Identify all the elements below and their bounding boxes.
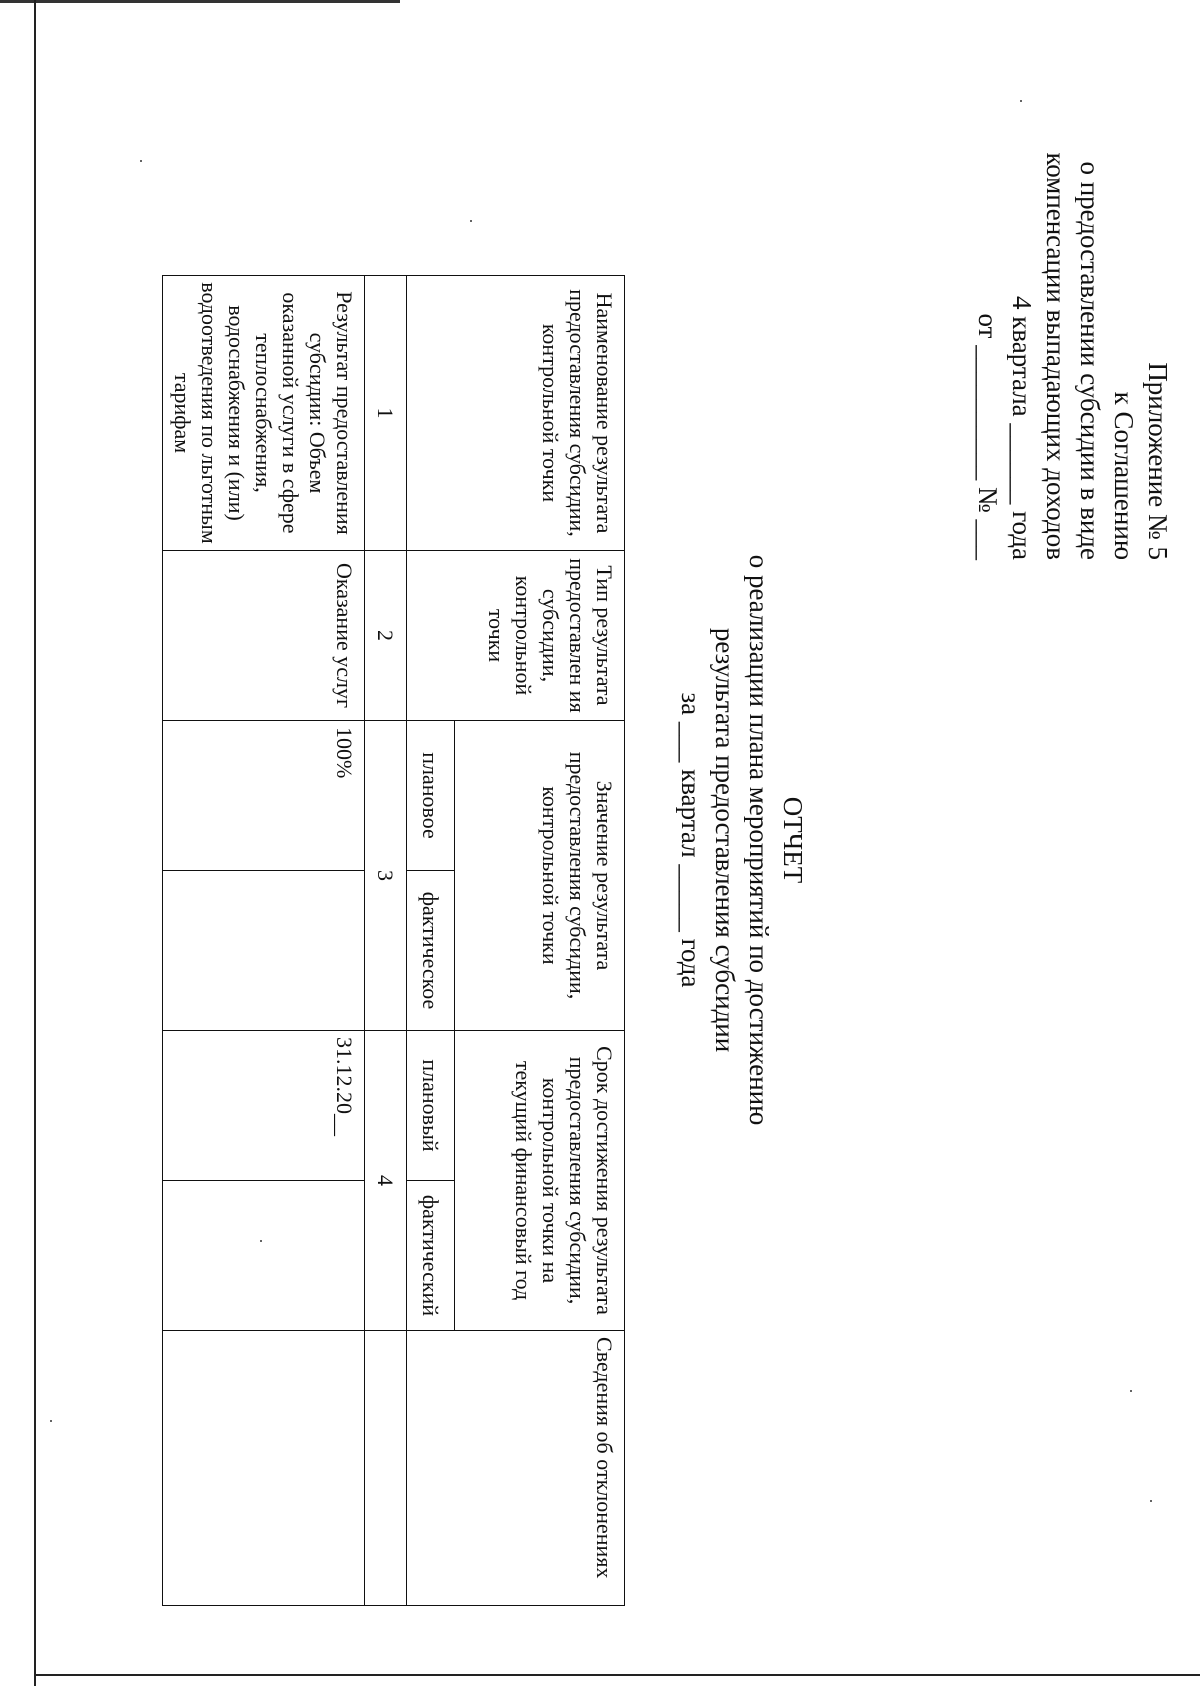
row-result-type: Оказание услуг <box>163 551 365 721</box>
report-title: ОТЧЕТ <box>778 796 808 884</box>
report-subtitle-line: результата предоставления субсидии <box>710 627 740 1053</box>
appendix-line: от __________ № ___ <box>973 313 1003 560</box>
report-period: за ___ квартал _____ года <box>676 692 706 988</box>
row-value-actual <box>163 871 365 1031</box>
scan-border-bottom <box>34 1674 1200 1676</box>
row-result-name: Результат предоставления субсидии: Объем оказанной услуги в сфере теплоснабжения, водоснабжения и (или) водоотведения по льготным тарифам <box>163 276 365 551</box>
column-number-4: 4 <box>365 1031 407 1331</box>
report-subtitle-line: о реализации плана мероприятий по достижению <box>744 554 774 1126</box>
subheader-value-planned: плановое <box>407 721 455 871</box>
header-value: Значение результата предоставления субсидии, контрольной точки <box>455 721 625 1031</box>
column-number-empty <box>365 1331 407 1606</box>
column-number-2: 2 <box>365 551 407 721</box>
column-number-1: 1 <box>365 276 407 551</box>
appendix-line: 4 квартала ______ года <box>1007 295 1037 560</box>
appendix-line: Приложение № 5 <box>1143 362 1173 560</box>
header-result-type: Тип результата предоставлен ия субсидии, контрольной точки <box>407 551 625 721</box>
report-table <box>162 275 625 1606</box>
appendix-line: о предоставлении субсидии в виде <box>1075 161 1105 560</box>
header-result-name: Наименование результата предоставления субсидии, контрольной точки <box>407 276 625 551</box>
rotated-page <box>30 10 1173 1660</box>
subheader-deadline-actual: фактический <box>407 1181 455 1331</box>
appendix-block <box>971 110 1175 560</box>
row-value-planned: 100% <box>163 721 365 871</box>
subheader-deadline-planned: плановый <box>407 1031 455 1181</box>
row-deadline-actual <box>163 1181 365 1331</box>
column-number-3: 3 <box>365 721 407 1031</box>
subheader-value-actual: фактическое <box>407 871 455 1031</box>
header-deviations: Сведения об отклонениях <box>407 1331 625 1606</box>
report-title-block <box>674 490 810 1190</box>
appendix-line: к Соглашению <box>1109 391 1139 560</box>
appendix-line: компенсации выпадающих доходов <box>1041 152 1071 560</box>
row-deadline-planned: 31.12.20__ <box>163 1031 365 1181</box>
header-deadline: Срок достижения результата предоставления субсидии, контрольной точки на текущий финансовый год <box>455 1031 625 1331</box>
scan-border-top <box>0 0 400 3</box>
row-deviations <box>163 1331 365 1606</box>
